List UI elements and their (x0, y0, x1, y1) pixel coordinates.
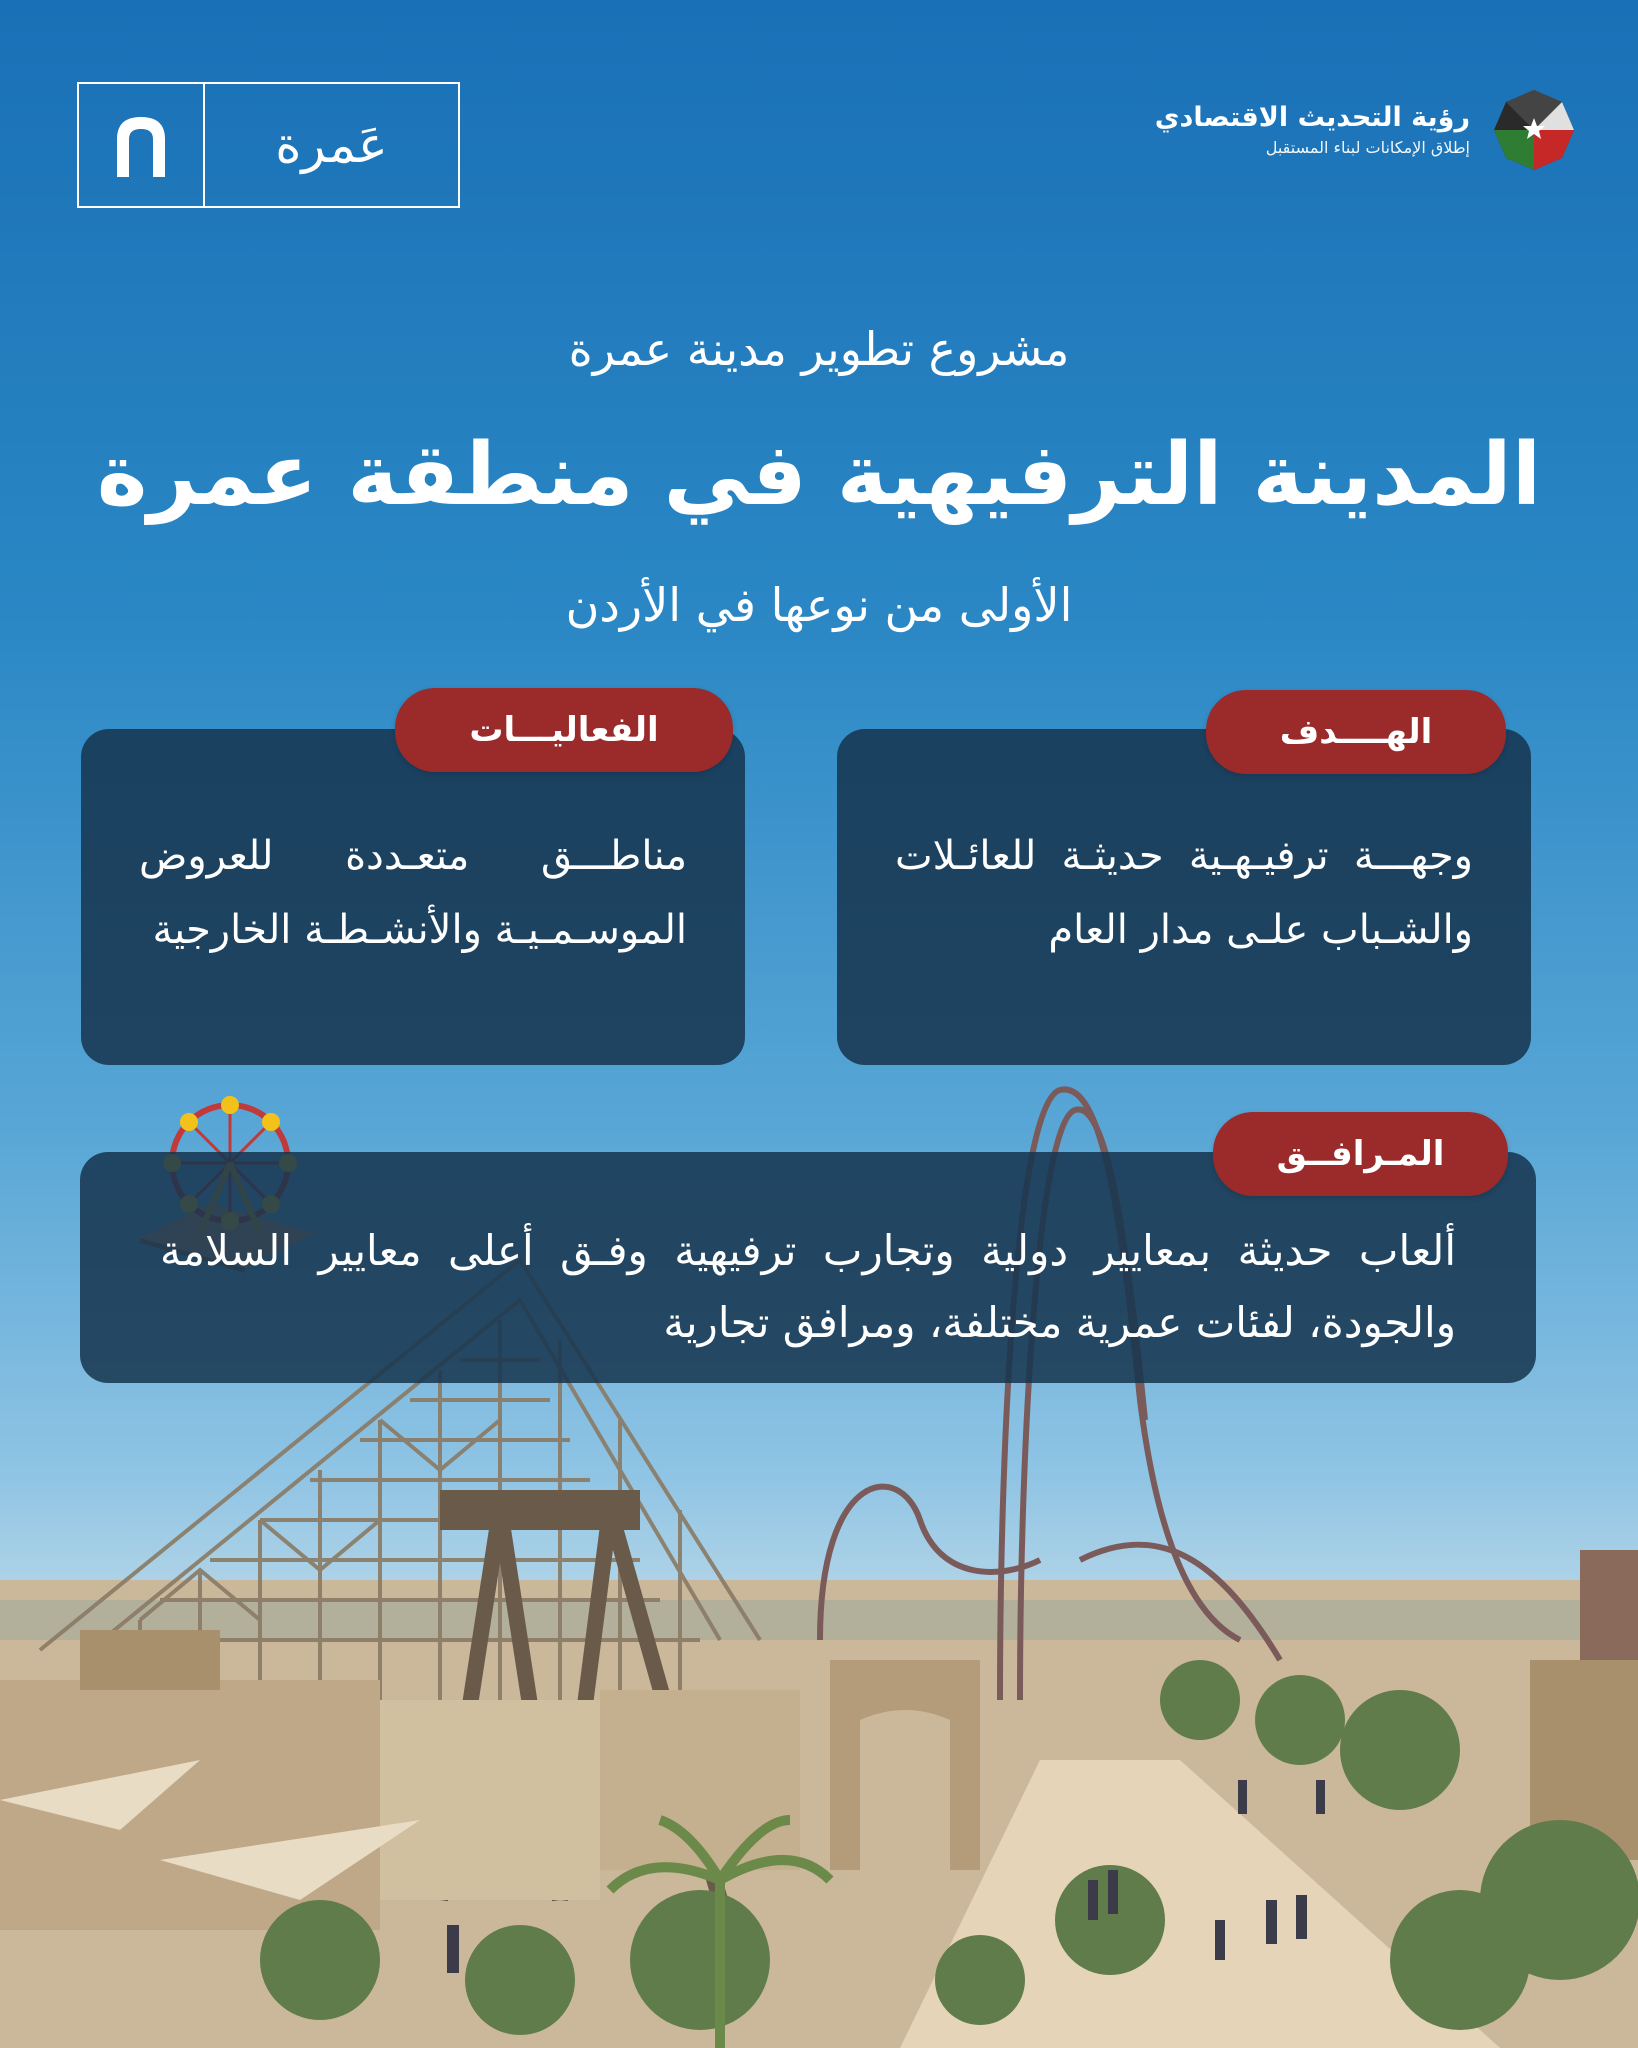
page-title: المدينة الترفيهية في منطقة عمرة (96, 425, 1542, 525)
vision-emblem-icon (1492, 88, 1576, 172)
palm-tree (610, 1820, 830, 2048)
goal-label: الهــــدف (1206, 690, 1506, 774)
events-card (81, 729, 745, 1065)
brand-logo (77, 82, 460, 208)
vision-title: رؤية التحديث الاقتصادي (1154, 101, 1470, 133)
goal-card (837, 729, 1531, 1065)
vision-slogan: إطلاق الإمكانات لبناء المستقبل (1265, 137, 1470, 157)
events-label: الفعاليـــات (395, 688, 733, 772)
project-subtitle: مشروع تطوير مدينة عمرة (568, 322, 1070, 376)
events-text: مناطـــق متعـددة للعروض الموسـمـيـة والأنشـطـة الخارجية (139, 833, 687, 953)
brand-mark-icon (79, 84, 205, 206)
facilities-label: المـرافــق (1213, 1112, 1508, 1196)
page-tagline: الأولى من نوعها في الأردن (565, 578, 1073, 632)
goal-text: وجهـــة ترفيـهـية حديثـة للعائـلات والشـباب علـى مدار العام (895, 833, 1473, 953)
facilities-text: ألعاب حديثة بمعايير دولية وتجارب ترفيهية وفـق أعلى معايير السلامة والجودة، لفئات عمرية مختلفة، ومرافق تجارية (160, 1226, 1456, 1347)
brand-wordmark: عَمرة (275, 116, 388, 174)
pendulum-ride (440, 1510, 720, 1900)
economic-vision-logo (1155, 88, 1576, 172)
